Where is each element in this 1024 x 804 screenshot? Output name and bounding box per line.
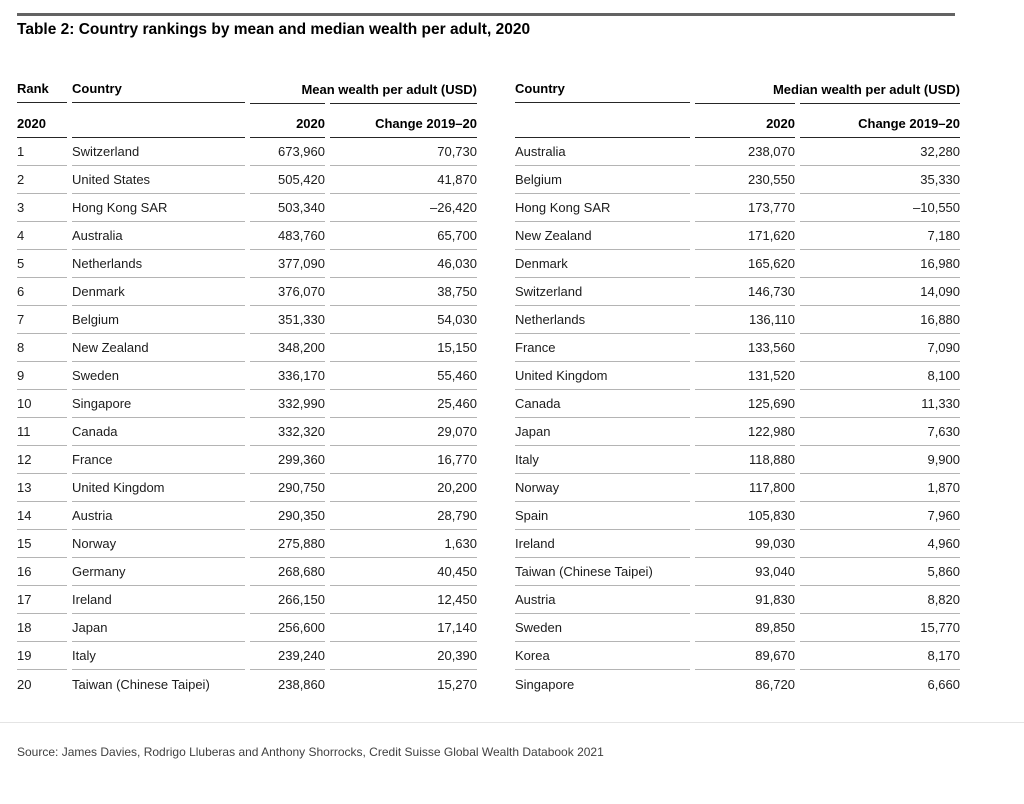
change-cell: 65,700 bbox=[330, 222, 477, 250]
group-header-row bbox=[17, 75, 477, 103]
country-cell: Italy bbox=[515, 446, 690, 474]
change-cell: 15,270 bbox=[437, 677, 477, 692]
country-cell: Norway bbox=[72, 530, 245, 558]
table-row bbox=[515, 250, 960, 278]
mean-wealth-group-header: Mean wealth per adult (USD) bbox=[301, 82, 477, 97]
table-row bbox=[515, 194, 960, 222]
rank-cell: 11 bbox=[17, 418, 67, 446]
value-cell: 125,690 bbox=[695, 390, 795, 418]
country-column-header: Country bbox=[72, 75, 245, 103]
value-cell: 93,040 bbox=[695, 558, 795, 586]
change-cell: –10,550 bbox=[800, 194, 960, 222]
country-cell: Belgium bbox=[515, 166, 690, 194]
footer-rule bbox=[0, 722, 1024, 723]
table-row bbox=[515, 138, 960, 166]
rank-cell: 16 bbox=[17, 558, 67, 586]
value-cell: 483,760 bbox=[250, 222, 325, 250]
table-row bbox=[17, 642, 477, 670]
country-cell: Taiwan (Chinese Taipei) bbox=[515, 558, 690, 586]
country-cell: Korea bbox=[515, 642, 690, 670]
change-cell: 55,460 bbox=[330, 362, 477, 390]
value-cell: 99,030 bbox=[695, 530, 795, 558]
table-row bbox=[17, 614, 477, 642]
table-row bbox=[17, 530, 477, 558]
change-cell: –26,420 bbox=[330, 194, 477, 222]
value-cell: 239,240 bbox=[250, 642, 325, 670]
rank-cell: 13 bbox=[17, 474, 67, 502]
table-row bbox=[515, 390, 960, 418]
table-row bbox=[515, 670, 960, 698]
value-cell: 266,150 bbox=[250, 586, 325, 614]
value-cell: 131,520 bbox=[695, 362, 795, 390]
country-cell: Denmark bbox=[72, 278, 245, 306]
value-cell: 105,830 bbox=[695, 502, 795, 530]
table-row bbox=[515, 362, 960, 390]
value-cell: 171,620 bbox=[695, 222, 795, 250]
change-cell: 11,330 bbox=[800, 390, 960, 418]
table-row bbox=[515, 306, 960, 334]
country-cell: France bbox=[515, 334, 690, 362]
change-cell: 20,390 bbox=[330, 642, 477, 670]
change-cell: 14,090 bbox=[800, 278, 960, 306]
value-cell: 268,680 bbox=[250, 558, 325, 586]
rank-cell: 17 bbox=[17, 586, 67, 614]
country-subheader-spacer bbox=[72, 103, 245, 138]
value-cell: 238,070 bbox=[695, 138, 795, 166]
table-row bbox=[515, 642, 960, 670]
table-row bbox=[17, 166, 477, 194]
country-cell: United States bbox=[72, 166, 245, 194]
table-row bbox=[515, 278, 960, 306]
value-cell: 299,360 bbox=[250, 446, 325, 474]
rank-column-header: Rank bbox=[17, 75, 67, 103]
change-cell: 1,630 bbox=[330, 530, 477, 558]
country-cell: Ireland bbox=[515, 530, 690, 558]
value-cell: 165,620 bbox=[695, 250, 795, 278]
country-cell: Belgium bbox=[72, 306, 245, 334]
value-cell: 122,980 bbox=[695, 418, 795, 446]
change-cell: 1,870 bbox=[800, 474, 960, 502]
country-cell: Canada bbox=[72, 418, 245, 446]
change-cell: 12,450 bbox=[330, 586, 477, 614]
mean-wealth-table-body bbox=[17, 138, 477, 698]
change-cell: 8,100 bbox=[800, 362, 960, 390]
country-cell: Austria bbox=[515, 586, 690, 614]
rank-cell: 19 bbox=[17, 642, 67, 670]
rank-cell: 7 bbox=[17, 306, 67, 334]
rank-cell: 4 bbox=[17, 222, 67, 250]
country-cell: New Zealand bbox=[515, 222, 690, 250]
table-row bbox=[17, 138, 477, 166]
rank-cell: 14 bbox=[17, 502, 67, 530]
value-cell: 146,730 bbox=[695, 278, 795, 306]
value-cell: 332,990 bbox=[250, 390, 325, 418]
value-cell: 290,350 bbox=[250, 502, 325, 530]
table-row bbox=[17, 362, 477, 390]
country-cell: Taiwan (Chinese Taipei) bbox=[72, 677, 210, 692]
country-cell: Denmark bbox=[515, 250, 690, 278]
change-cell: 7,090 bbox=[800, 334, 960, 362]
change-cell: 15,770 bbox=[800, 614, 960, 642]
change-cell: 16,980 bbox=[800, 250, 960, 278]
median-wealth-group-header: Median wealth per adult (USD) bbox=[772, 82, 961, 97]
table-row bbox=[515, 502, 960, 530]
rank-cell: 9 bbox=[17, 362, 67, 390]
change-cell: 54,030 bbox=[330, 306, 477, 334]
table-row bbox=[17, 670, 477, 698]
table-row bbox=[515, 334, 960, 362]
change-cell: 7,180 bbox=[800, 222, 960, 250]
table-row bbox=[17, 222, 477, 250]
rank-cell: 6 bbox=[17, 278, 67, 306]
country-cell: France bbox=[72, 446, 245, 474]
rank-cell: 8 bbox=[17, 334, 67, 362]
value-cell: 348,200 bbox=[250, 334, 325, 362]
table-row bbox=[17, 278, 477, 306]
rank-year-subheader: 2020 bbox=[17, 103, 67, 138]
table-row bbox=[17, 586, 477, 614]
table-row bbox=[515, 558, 960, 586]
table-row bbox=[515, 418, 960, 446]
value-cell: 377,090 bbox=[250, 250, 325, 278]
table-title: Table 2: Country rankings by mean and median wealth per adult, 2020 bbox=[17, 21, 531, 38]
country-cell: Ireland bbox=[72, 586, 245, 614]
change-cell: 5,860 bbox=[800, 558, 960, 586]
change-cell: 35,330 bbox=[800, 166, 960, 194]
value-cell: 89,850 bbox=[695, 614, 795, 642]
table-row bbox=[515, 222, 960, 250]
value-cell: 133,560 bbox=[695, 334, 795, 362]
rank-cell: 15 bbox=[17, 530, 67, 558]
value-cell: 673,960 bbox=[250, 138, 325, 166]
sub-header-row bbox=[515, 103, 960, 138]
change-cell: 16,770 bbox=[330, 446, 477, 474]
value-cell: 91,830 bbox=[695, 586, 795, 614]
rank-cell: 12 bbox=[17, 446, 67, 474]
change-cell: 40,450 bbox=[330, 558, 477, 586]
mean-change-subheader: Change 2019–20 bbox=[330, 103, 477, 138]
value-cell: 336,170 bbox=[250, 362, 325, 390]
source-note: Source: James Davies, Rodrigo Lluberas and Anthony Shorrocks, Credit Suisse Global Wealth Databook 2021 bbox=[17, 745, 604, 759]
country-cell: Singapore bbox=[72, 390, 245, 418]
table-row bbox=[17, 418, 477, 446]
change-cell: 8,820 bbox=[800, 586, 960, 614]
change-cell: 17,140 bbox=[330, 614, 477, 642]
table-row bbox=[17, 502, 477, 530]
change-cell: 70,730 bbox=[330, 138, 477, 166]
table-row bbox=[515, 166, 960, 194]
country-cell: Switzerland bbox=[515, 278, 690, 306]
value-cell: 117,800 bbox=[695, 474, 795, 502]
title-rule bbox=[17, 13, 955, 16]
country-cell: Hong Kong SAR bbox=[515, 194, 690, 222]
median-wealth-table-body bbox=[515, 138, 960, 698]
country-cell: United Kingdom bbox=[72, 474, 245, 502]
country-cell: Australia bbox=[515, 138, 690, 166]
change-cell: 28,790 bbox=[330, 502, 477, 530]
group-header-row bbox=[515, 75, 960, 103]
mean-2020-subheader: 2020 bbox=[250, 103, 325, 138]
country-cell: Hong Kong SAR bbox=[72, 194, 245, 222]
change-cell: 46,030 bbox=[330, 250, 477, 278]
country-cell: New Zealand bbox=[72, 334, 245, 362]
country-subheader-spacer bbox=[515, 103, 690, 138]
sub-header-row bbox=[17, 103, 477, 138]
change-cell: 7,960 bbox=[800, 502, 960, 530]
country-cell: Canada bbox=[515, 390, 690, 418]
rank-cell: 1 bbox=[17, 138, 67, 166]
value-cell: 136,110 bbox=[695, 306, 795, 334]
value-cell: 86,720 bbox=[755, 677, 795, 692]
value-cell: 505,420 bbox=[250, 166, 325, 194]
mean-wealth-table bbox=[12, 75, 482, 698]
table-row bbox=[17, 558, 477, 586]
value-cell: 332,320 bbox=[250, 418, 325, 446]
table-row bbox=[17, 334, 477, 362]
change-cell: 15,150 bbox=[330, 334, 477, 362]
table-row bbox=[515, 474, 960, 502]
country-cell: Japan bbox=[72, 614, 245, 642]
rank-cell: 5 bbox=[17, 250, 67, 278]
country-cell: Switzerland bbox=[72, 138, 245, 166]
median-change-subheader: Change 2019–20 bbox=[800, 103, 960, 138]
change-cell: 8,170 bbox=[800, 642, 960, 670]
value-cell: 290,750 bbox=[250, 474, 325, 502]
value-cell: 118,880 bbox=[695, 446, 795, 474]
value-cell: 376,070 bbox=[250, 278, 325, 306]
change-cell: 7,630 bbox=[800, 418, 960, 446]
country-cell: Singapore bbox=[515, 677, 575, 692]
country-cell: Sweden bbox=[515, 614, 690, 642]
value-cell: 238,860 bbox=[278, 677, 325, 692]
table-row bbox=[17, 250, 477, 278]
country-cell: Austria bbox=[72, 502, 245, 530]
change-cell: 20,200 bbox=[330, 474, 477, 502]
rank-cell: 10 bbox=[17, 390, 67, 418]
table-row bbox=[515, 586, 960, 614]
country-cell: Norway bbox=[515, 474, 690, 502]
table-row bbox=[515, 446, 960, 474]
rank-cell: 20 bbox=[17, 677, 32, 692]
country-cell: Sweden bbox=[72, 362, 245, 390]
table-row bbox=[515, 530, 960, 558]
table-row bbox=[515, 614, 960, 642]
value-cell: 503,340 bbox=[250, 194, 325, 222]
value-cell: 351,330 bbox=[250, 306, 325, 334]
country-cell: Netherlands bbox=[515, 306, 690, 334]
rank-cell: 3 bbox=[17, 194, 67, 222]
change-cell: 25,460 bbox=[330, 390, 477, 418]
country-cell: Japan bbox=[515, 418, 690, 446]
change-cell: 6,660 bbox=[927, 677, 961, 692]
country-cell: Netherlands bbox=[72, 250, 245, 278]
country-cell: United Kingdom bbox=[515, 362, 690, 390]
table-row bbox=[17, 390, 477, 418]
median-2020-subheader: 2020 bbox=[695, 103, 795, 138]
table-row bbox=[17, 474, 477, 502]
table-row bbox=[17, 306, 477, 334]
change-cell: 41,870 bbox=[330, 166, 477, 194]
value-cell: 89,670 bbox=[695, 642, 795, 670]
value-cell: 230,550 bbox=[695, 166, 795, 194]
value-cell: 173,770 bbox=[695, 194, 795, 222]
value-cell: 256,600 bbox=[250, 614, 325, 642]
country-cell: Italy bbox=[72, 642, 245, 670]
table-row bbox=[17, 194, 477, 222]
country-cell: Australia bbox=[72, 222, 245, 250]
country-column-header: Country bbox=[515, 75, 690, 103]
tables-container bbox=[12, 75, 965, 698]
change-cell: 29,070 bbox=[330, 418, 477, 446]
country-cell: Germany bbox=[72, 558, 245, 586]
change-cell: 4,960 bbox=[800, 530, 960, 558]
rank-cell: 18 bbox=[17, 614, 67, 642]
change-cell: 16,880 bbox=[800, 306, 960, 334]
value-cell: 275,880 bbox=[250, 530, 325, 558]
country-cell: Spain bbox=[515, 502, 690, 530]
change-cell: 9,900 bbox=[800, 446, 960, 474]
change-cell: 38,750 bbox=[330, 278, 477, 306]
table-row bbox=[17, 446, 477, 474]
change-cell: 32,280 bbox=[800, 138, 960, 166]
rank-cell: 2 bbox=[17, 166, 67, 194]
median-wealth-table bbox=[510, 75, 965, 698]
